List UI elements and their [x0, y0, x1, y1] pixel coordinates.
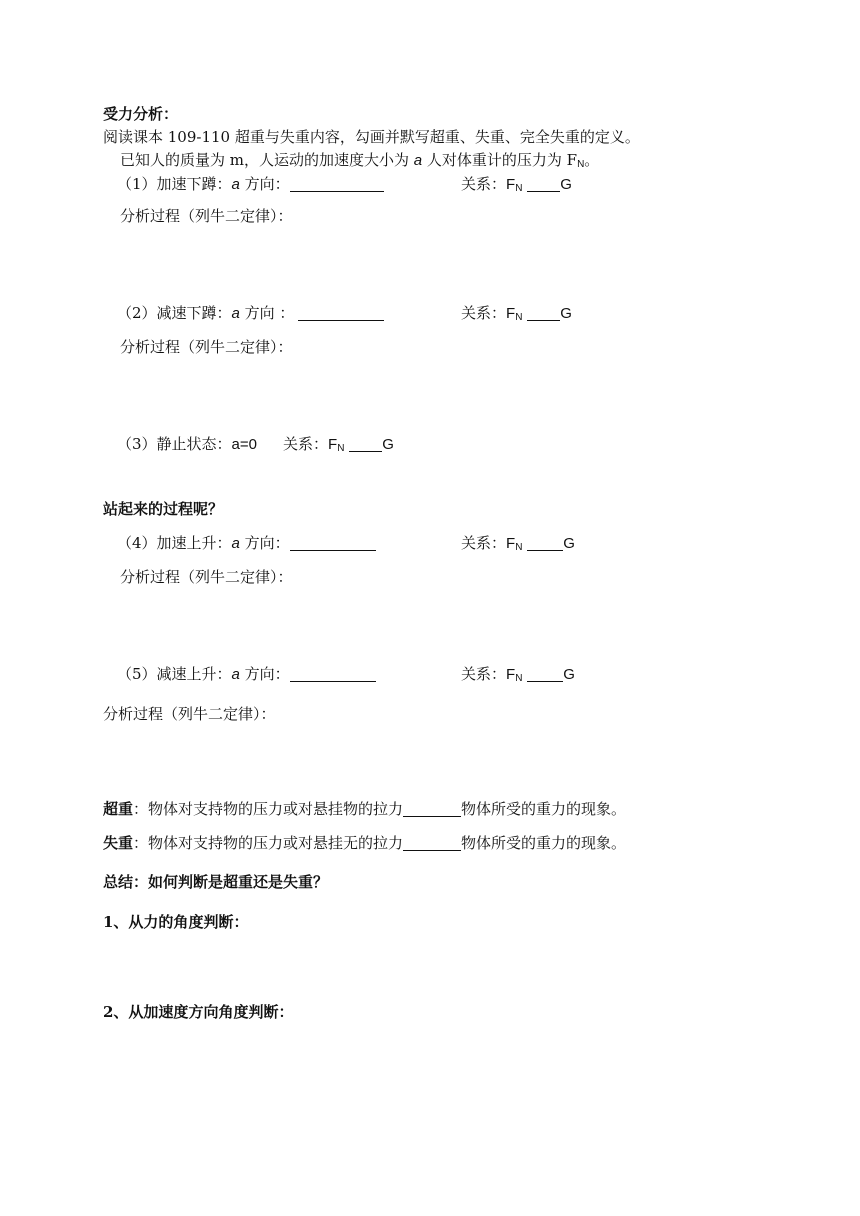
item-4-label — [117, 533, 376, 554]
symbol-f: F — [506, 176, 516, 193]
overweight-text: ：物体对支持物的压力或对悬挂物的拉力 — [133, 800, 404, 818]
subscript-n: N — [515, 542, 523, 553]
item-label: （5）减速上升： — [117, 665, 232, 683]
summary-point-2: 2、从加速度方向角度判断： — [103, 1003, 294, 1021]
acceleration-value: a=0 — [231, 436, 257, 453]
relation-blank[interactable] — [527, 666, 563, 682]
item-4-relation — [461, 533, 575, 558]
instruction-text: 阅读课本 109-110 超重与失重内容，勾画并默写超重、失重、完全失重的定义。 — [103, 128, 640, 146]
symbol-a: a — [231, 535, 240, 552]
subscript-n: N — [337, 443, 345, 454]
relation-label: 关系： — [283, 435, 329, 453]
given-text — [120, 150, 599, 175]
direction-label: 方向： — [239, 534, 290, 552]
item-1-relation — [461, 174, 572, 199]
weightless-term: 失重 — [103, 834, 134, 852]
relation-blank[interactable] — [527, 305, 560, 321]
subscript-n: N — [577, 159, 585, 170]
direction-label: 方向 ： — [239, 304, 295, 322]
item-3-label — [117, 434, 394, 459]
weightless-text-end: 物体所受的重力的现象。 — [461, 834, 627, 852]
item-5-label — [117, 664, 376, 685]
overweight-blank[interactable] — [403, 801, 461, 817]
direction-label: 方向： — [239, 175, 290, 193]
overweight-term: 超重 — [103, 800, 134, 818]
overweight-definition — [103, 799, 626, 819]
item-2-analysis: 分析过程（列牛二定律）： — [120, 338, 293, 356]
symbol-f: F — [506, 666, 516, 683]
item-5-analysis: 分析过程（列牛二定律）： — [103, 705, 276, 723]
item-2-relation — [461, 303, 572, 328]
relation-label: 关系： — [461, 665, 507, 683]
section-title: 受力分析： — [103, 105, 179, 123]
symbol-a: a — [413, 152, 423, 169]
direction-blank[interactable] — [290, 176, 384, 192]
item-1-label — [117, 174, 384, 195]
item-label: （2）减速下蹲： — [117, 304, 232, 322]
symbol-f: F — [328, 436, 338, 453]
item-label: （3）静止状态： — [117, 435, 232, 453]
subscript-n: N — [515, 673, 523, 684]
direction-blank[interactable] — [290, 666, 376, 682]
symbol-a: a — [231, 176, 240, 193]
relation-label: 关系： — [461, 304, 507, 322]
given-end: 。 — [584, 151, 600, 169]
relation-label: 关系： — [461, 175, 507, 193]
relation-blank[interactable] — [349, 436, 382, 452]
symbol-g: G — [560, 305, 572, 322]
section-2-title: 站起来的过程呢？ — [103, 500, 224, 518]
item-2-label — [117, 303, 384, 324]
given-mid: 人对体重计的压力为 F — [422, 151, 578, 169]
symbol-f: F — [506, 535, 516, 552]
weightless-text: ：物体对支持物的压力或对悬挂无的拉力 — [133, 834, 404, 852]
subscript-n: N — [515, 312, 523, 323]
item-label: （4）加速上升： — [117, 534, 232, 552]
weightless-blank[interactable] — [403, 835, 461, 851]
weightless-definition — [103, 833, 626, 853]
direction-blank[interactable] — [298, 305, 384, 321]
relation-blank[interactable] — [527, 535, 563, 551]
symbol-a: a — [231, 666, 240, 683]
overweight-text-end: 物体所受的重力的现象。 — [461, 800, 627, 818]
item-1-analysis: 分析过程（列牛二定律）： — [120, 207, 293, 225]
symbol-g: G — [560, 176, 572, 193]
symbol-g: G — [563, 666, 575, 683]
symbol-g: G — [563, 535, 575, 552]
given-pre: 已知人的质量为 m，人运动的加速度大小为 — [120, 151, 414, 169]
direction-blank[interactable] — [290, 535, 376, 551]
item-4-analysis: 分析过程（列牛二定律）： — [120, 568, 293, 586]
symbol-g: G — [382, 436, 394, 453]
relation-blank[interactable] — [527, 176, 560, 192]
summary-point-1: 1、从力的角度判断： — [103, 913, 249, 931]
symbol-f: F — [506, 305, 516, 322]
direction-label: 方向： — [239, 665, 290, 683]
item-5-relation — [461, 664, 575, 689]
summary-title: 总结：如何判断是超重还是失重？ — [103, 873, 329, 891]
item-label: （1）加速下蹲： — [117, 175, 232, 193]
symbol-a: a — [231, 305, 240, 322]
relation-label: 关系： — [461, 534, 507, 552]
subscript-n: N — [515, 183, 523, 194]
